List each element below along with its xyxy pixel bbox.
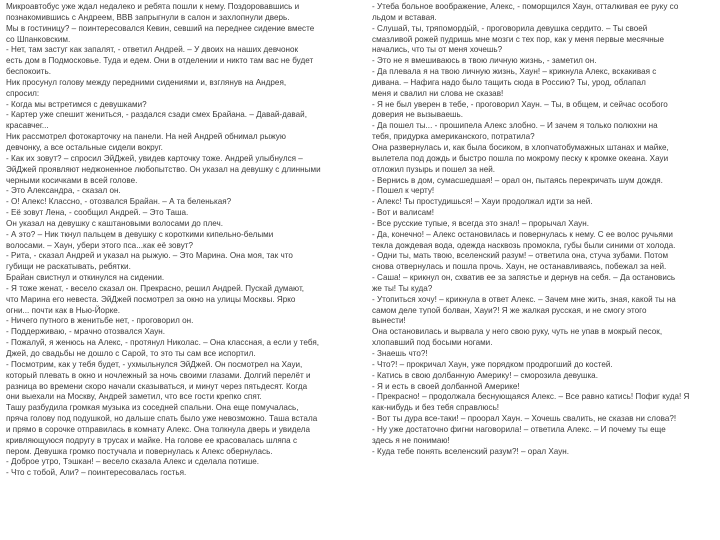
- right-column-text-line: - Слушай, ты, тряпоморды́й, - проговорила девушка сердито. – Ты своей: [372, 23, 648, 33]
- left-column-text-line: - Рита, - сказал Андрей и указал на рыжую. – Это Марина. Она моя, так что: [6, 251, 293, 261]
- left-column-text-line: Ташу разбудила громкая музыка из соседней спальни. Она еще помучалась,: [6, 403, 299, 413]
- right-column-text-line: меня и свалил ни слова не сказав!: [372, 88, 504, 98]
- right-column-text-line: - Вот ты дура все-таки! – проорал Хаун. – Хочешь свалить, не сказав ни слова?!: [372, 414, 677, 424]
- left-column-text-line: огни... почти как в Нью-Йорке.: [6, 305, 121, 315]
- left-column-text-line: - Нет, там застуг как запалят, - ответил Андрей. – У двоих на наших девчонок: [6, 45, 299, 55]
- right-column-text-line: - Все русские тупые, я всегда это знал! – прорычал Хаун.: [372, 218, 589, 228]
- right-column-text-line: - Одни ты, мать твою, вселенский разум! – ответила она, стуча зубами. Потом: [372, 251, 669, 261]
- left-column-text-line: пером. Девушка громко постучала и повернулась к Алекс обернулась.: [6, 446, 273, 456]
- right-column-text-line: Она развернулась и, как была босиком, в хлопчатобумажных штанах и майке,: [372, 142, 669, 152]
- right-column-text-line: - Я не был уверен в тебе, - проговорил Хаун. – Ты, в общем, и сейчас особого: [372, 99, 668, 109]
- left-column-text-line: со Шпанковским.: [6, 34, 71, 44]
- left-column-text-line: - Что с тобой, Али? – поинтересовалась гостья.: [6, 468, 187, 478]
- left-column-text-line: - Картер уже спешит жениться, - раздался сзади смех Брайана. – Давай-давай,: [6, 110, 307, 120]
- right-column-text-line: тебя, придурка американского, потратила?: [372, 132, 535, 142]
- left-column-text-line: ЭйДжей проявляют неджоненное любопытство. Он указал на девушку с длинными: [6, 164, 321, 174]
- left-column-text-line: девчонку, а все остальные сидели вокруг.: [6, 142, 163, 152]
- right-column-text-line: - Я и есть в своей долбанной Америке!: [372, 381, 520, 391]
- right-column-text-line: Она остановилась и вырвала у него свою руку, чуть не упав в мокрый песок,: [372, 327, 663, 337]
- left-column-text-line: спросил:: [6, 88, 40, 98]
- left-text-column: [6, 2, 360, 540]
- left-column-text-line: - Ничего путного в женитьбе нет, - проговорил он.: [6, 316, 194, 326]
- left-column-text-line: кривляющуюся подругу в трусах и майке. На голове ее красовалась шляпа с: [6, 435, 298, 445]
- left-column-text-line: они выехали на Москву, Андрей заметил, что все гости крепко спят.: [6, 392, 262, 402]
- right-column-text-line: смазливой рожей пудришь мне мозги с тех пор, как у меня первые месячные: [372, 34, 665, 44]
- right-column-text-line: - Вот и валисам!: [372, 208, 435, 218]
- right-column-text-line: - Алекс! Ты простудишься! – Хауи продолжал идти за ней.: [372, 197, 593, 207]
- right-column-text-line: - Утопиться хочу! – крикнула в ответ Алекс. – Зачем мне жить, зная, какой ты на: [372, 294, 676, 304]
- right-column-text-line: вылетела под дождь и быстро пошла по мокрому песку к кромке океана. Хауи: [372, 153, 669, 163]
- left-column-text-line: беспокоить.: [6, 67, 52, 77]
- left-column-text-line: - Пожалуй, я женюсь на Алекс, - протянул Николас. – Она классная, а если у тебя,: [6, 338, 320, 348]
- left-column-text-line: - Как их зовут? – спросил ЭйДжей, увидев карточку тоже. Андрей улыбнулся –: [6, 153, 303, 163]
- right-column-text-line: - Да плевала я на твою личную жизнь, Хаун! – крикнула Алекс, вскакивая с: [372, 67, 657, 77]
- left-column-text-line: Микроавтобус уже ждал недалеко и ребята пошли к нему. Поздоровавшись и: [6, 2, 300, 11]
- left-column-text-line: и прямо в сорочке отправилась в комнату Алекс. Она толкнула дверь и увидела: [6, 424, 311, 434]
- right-column-text-line: начались, что ты от меня хочешь?: [372, 45, 503, 55]
- right-column-text-line: - Саша! – крикнул он, схватив ее за запястье и дернув на себя. – Да остановись: [372, 273, 676, 283]
- right-column-text-line: здесь я не понимаю!: [372, 435, 450, 445]
- left-column-text-line: волосами. – Хаун, убери этого пса...как её зовут?: [6, 240, 194, 250]
- right-column-text-line: - Что?! – прокричал Хаун, уже порядком продрогший до костей.: [372, 359, 613, 369]
- left-column-text-line: - Доброе утро, Тэшкан! – весело сказала Алекс и сделала потише.: [6, 457, 260, 467]
- left-column-text-line: - Когда мы встретимся с девушками?: [6, 99, 147, 109]
- right-column-text-line: - Ну уже достаточно фигни наговорила! – ответила Алекс. – И почему ты еще: [372, 424, 666, 434]
- right-column-text-line: самом деле тупой болван, Хауи?! Я же жалкая русская, и не смогу этого: [372, 305, 647, 315]
- left-column-text-line: Джей, до свадьбы не дошло с Сарой, то это ты сам все испортил.: [6, 349, 256, 358]
- left-column-text-line: Ник рассмотрел фотокарточку на панели. На ней Андрей обнимал рыжую: [6, 132, 286, 142]
- left-column-text-line: что Марина его невеста. ЭйДжей посмотрел за окно на улицы Москвы. Ярко: [6, 294, 296, 304]
- right-column-text-line: - Это не я вмешиваюсь в твою личную жизнь, - заметил он.: [372, 56, 597, 66]
- right-column-text-line: текла дождевая вода, одежда насквозь промокла, губы были синими от холода.: [372, 240, 676, 250]
- left-column-text-line: Ник просунул голову между передними сидениями и, взглянув на Андрея,: [6, 77, 287, 87]
- right-column-text-line: - Вернись в дом, сумасшедшая! – орал он, пытаясь перекричать шум дождя.: [372, 175, 663, 185]
- left-column-text-line: пряча голову под подушкой, но дальше спать было уже невозможно. Таша встала: [6, 414, 318, 424]
- left-column-text-line: - А это? – Ник ткнул пальцем в девушку с короткими кипельно-белыми: [6, 229, 274, 239]
- right-column-text-line: льдом и вставая.: [372, 12, 437, 22]
- right-column-text-line: - Пошел к черту!: [372, 186, 435, 196]
- left-column-text-line: есть дом в Подмосковье. Туда и едем. Они в отделении и никто там вас не будет: [6, 56, 314, 66]
- left-column-text-line: красавчег...: [6, 121, 49, 131]
- right-text-column: [360, 2, 714, 540]
- right-column-text-line: вынести!: [372, 316, 406, 326]
- left-column-text-line: Он указал на девушку с каштановыми волосами до плеч.: [6, 218, 224, 228]
- left-column-text-line: который плевать в окно и ночлежный за ночь своими глазами. Долгий перелёт и: [6, 370, 311, 380]
- left-column-text-line: разница во времени скоро начали сказываться, и минут через пятьдесят. Когда: [6, 381, 308, 391]
- right-column-text-line: - Утеба больное воображение, Алекс, - поморщился Хаун, отталкивая ее руку со: [372, 2, 679, 11]
- left-column-text-line: черными косичками в всей голове.: [6, 175, 138, 185]
- left-column-text-line: - Поддерживаю, - мрачно отозвался Хаун.: [6, 327, 166, 337]
- right-column-text-line: доверия не вызываешь.: [372, 110, 464, 120]
- right-column-text-line: дивана. – Нафига надо было тащить сюда в Россию? Ты, урод, облапал: [372, 77, 646, 87]
- left-column-text-line: губищи не раскатывать, ребятки.: [6, 262, 131, 272]
- left-column-text-line: Брайан свистнул и откинулся на сидении.: [6, 273, 165, 283]
- left-column-text-line: - Посмотрим, как у тебя будет, - ухмыльнулся ЭйДжей. Он посмотрел на Хауи,: [6, 359, 303, 369]
- right-column-text-line: - Прекрасно! – продолжала беснующаяся Алекс. – Все равно катись! Пофиг куда! Я: [372, 392, 690, 402]
- left-column-text-line: - О! Алекс! Классно, - отозвался Брайан. – А та беленькая?: [6, 197, 232, 207]
- right-column-text-line: снова отвернулась и пошла прочь. Хаун, не останавливаясь, побежал за ней.: [372, 262, 667, 272]
- left-column-text-line: - Это Александра, - сказал он.: [6, 186, 121, 196]
- right-column-text-line: как-нибудь и без тебя справлюсь!: [372, 403, 500, 413]
- right-column-text-line: - Куда тебе понять вселенский разум?! – орал Хаун.: [372, 446, 570, 456]
- right-column-text-line: хлопавший под босыми ногами.: [372, 338, 493, 348]
- right-column-text-line: же ты! Ты куда?: [372, 283, 433, 293]
- left-column-text-line: - Её зовут Лена, - сообщил Андрей. – Это Таша.: [6, 208, 189, 218]
- right-column-text-line: - Катись в свою долбанную Америку! – сморозила девушка.: [372, 370, 598, 380]
- right-column-text-line: - Да, конечно! – Алекс остановилась и повернулась к нему. С ее волос ручьями: [372, 229, 673, 239]
- left-column-text-line: Мы в гостиницу? – поинтересовался Кевин, севший на переднее сидение вместе: [6, 23, 315, 33]
- right-column-text-line: - Знаешь что?!: [372, 349, 428, 358]
- left-column-text-line: - Я тоже женат, - весело сказал он. Прекрасно, решил Андрей. Пускай думают,: [6, 283, 305, 293]
- right-column-text-line: - Да пошел ты... - прошипела Алекс злобно. – И зачем я только полюхни на: [372, 121, 658, 131]
- right-column-text-line: отложил пузырь и пошел за ней.: [372, 164, 496, 174]
- left-column-text-line: познакомившись с Андреем, ВВВ запрыгнули в салон и захлопнули дверь.: [6, 12, 290, 22]
